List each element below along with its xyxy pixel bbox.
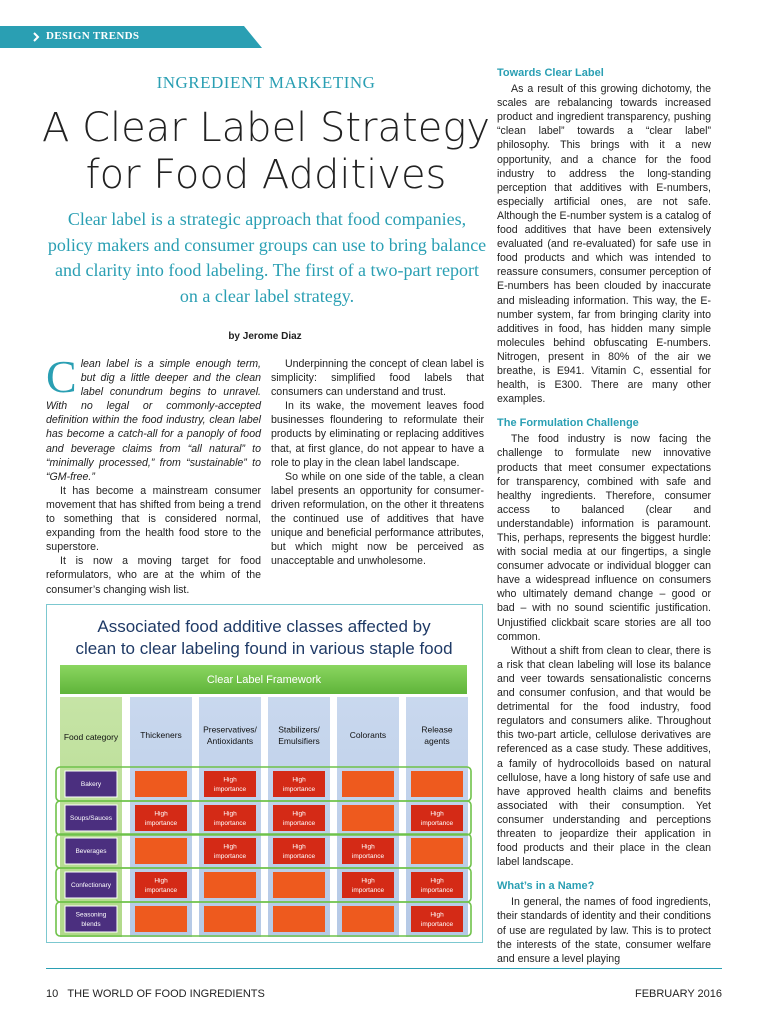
paragraph-text: lean label is a simple enough term, but dig a little deeper and the clean label conundrum begins to unravel. With no legal or commonly-accepted definition within the food industry, clean label has become a catch-all for a panoply of food and beverage claims from “all natural” to “minimally processed,” from “sustainable” to “GM-free.”: [46, 358, 261, 483]
importance-label: High: [292, 810, 306, 818]
importance-cell: [342, 838, 394, 864]
column-header: Colorants: [349, 730, 387, 740]
paragraph: In its wake, the movement leaves food businesses floundering to reformulate their products by eliminating or replacing additives that, at first glance, do not appear to have a role to play in the clean label landscape.: [271, 400, 484, 469]
paragraph: It is now a moving target for food reformulators, who are at the whim of the consumer’s changing wish list.: [46, 555, 261, 596]
subheading: What’s in a Name?: [497, 880, 595, 893]
importance-cell: [135, 805, 187, 831]
importance-label: importance: [213, 819, 247, 827]
importance-label: High: [361, 843, 375, 851]
importance-cell: [342, 906, 394, 932]
page-footer: [46, 988, 722, 1004]
article-column-2: [271, 357, 484, 568]
paragraph: Underpinning the concept of clean label is simplicity: simplified food labels that consumers can understand and trust.: [271, 358, 484, 399]
page-number: 10: [46, 988, 59, 1000]
issue-date: FEBRUARY 2016: [634, 988, 722, 1000]
kicker: INGREDIENT MARKETING: [156, 73, 376, 92]
importance-cell: [411, 906, 463, 932]
importance-cell: [204, 872, 256, 898]
importance-cell: [411, 838, 463, 864]
importance-cell: [135, 872, 187, 898]
importance-cell: [273, 771, 325, 797]
column-header: Antioxidants: [206, 735, 254, 746]
importance-cell: [411, 872, 463, 898]
column-header: Food category: [63, 732, 119, 742]
importance-cell: [342, 805, 394, 831]
footer-rule: [46, 968, 722, 969]
importance-label: High: [292, 776, 306, 784]
importance-label: importance: [282, 852, 316, 860]
article-column-3: [497, 64, 711, 966]
column-header: Thickeners: [140, 730, 182, 740]
importance-label: importance: [213, 852, 247, 860]
importance-label: High: [292, 843, 306, 851]
figure-title-line-2: clean to clear labeling found in various staple food: [75, 639, 453, 658]
article-column-1: [46, 351, 261, 597]
importance-label: High: [361, 877, 375, 885]
paragraph: As a result of this growing dichotomy, the scales are rebalancing towards increased product and ingredient transparency, pushing “clean label” towards a “clear label” philosophy. This brings with it a new opportunity, and a chance for the food industry to address the long-standing perception that additives with E-numbers, especially artificial ones, are not safe. Although the E-number system is a catalog of food additives that have been extensively evaluated (and re-evaluated) for safe use in food products and which was intended to reassure consumers, consumer perception of E-numbers has been clouded by inaccurate and misleading information. This way, the E-number system, far from bringing clarity into additives in food, has hidden many simple molecules behind obfuscating E-numbers. Nitrogen, present in 80% of the air we breathe, is E941. Vitamin C, essential for health, is E300. There are many other examples.: [497, 83, 711, 406]
importance-label: High: [430, 810, 444, 818]
section-banner-label: DESIGN TRENDS: [46, 30, 140, 42]
framework-label: Clear Label Framework: [206, 674, 322, 686]
column-header: Emulsifiers: [278, 735, 320, 746]
importance-label: High: [223, 776, 237, 784]
importance-label: importance: [420, 819, 454, 827]
category-label: blends: [81, 920, 101, 928]
drop-cap: C: [46, 351, 77, 402]
importance-cell: [411, 805, 463, 831]
importance-cell: [411, 771, 463, 797]
importance-label: importance: [144, 819, 178, 827]
category-label: Beverages: [75, 848, 107, 855]
category-cell: [65, 906, 117, 932]
paragraph: So while on one side of the table, a clean label presents an opportunity for consumer-driven reformulation, on the other it threatens the continued use of additives that have unique and beneficial performance attributes, but which might now be perceived as unacceptable and unwholesome.: [271, 470, 484, 568]
importance-cell: [273, 838, 325, 864]
paragraph: Without a shift from clean to clear, there is a risk that clean labeling will lose its balance and veer towards sensationalistic concerns and consumer confusion, and that would be detrimental for the food industry, food regulators and consumers alike. Throughout this two-part article, cellulose derivatives are referenced as a case study. These additives, a family of hydrocolloids based on natural cellulose, have a long history of safe use and have approved health claims and benefits associated with their consumption. Yet consumer understanding and perceptions threaten to jeopardize their application in food products and their place in the clean label landscape.: [497, 644, 711, 869]
column-header: agents: [424, 735, 450, 746]
subheading: Towards Clear Label: [497, 67, 604, 79]
importance-label: High: [430, 911, 444, 919]
importance-cell: [342, 872, 394, 898]
headline: A Clear Label Strategy for Food Additives: [41, 105, 491, 198]
importance-cell: [135, 906, 187, 932]
paragraph: In general, the names of food ingredients, their standards of identity and their conditions of use are regulated by law. This is to protect the interests of the state, consumer welfare and ensure a level playing: [497, 896, 711, 965]
importance-label: importance: [351, 852, 385, 860]
footer-left: [46, 988, 265, 1000]
importance-label: importance: [213, 785, 247, 793]
importance-label: High: [430, 877, 444, 885]
importance-cell: [273, 872, 325, 898]
byline: by Jerome Diaz: [228, 331, 302, 342]
importance-cell: [204, 906, 256, 932]
category-label: Confectionary: [70, 882, 112, 889]
infographic-svg: [47, 605, 482, 942]
importance-label: importance: [420, 920, 454, 928]
column-header: Release: [421, 724, 453, 735]
publication-name: THE WORLD OF FOOD INGREDIENTS: [67, 988, 265, 1000]
standfirst: Clear label is a strategic approach that food companies, policy makers and consumer groups can use to bring balance and clarity into food labeling. The first of a two-part report on a clear label strategy.: [47, 209, 487, 306]
importance-cell: [273, 906, 325, 932]
importance-cell: [135, 771, 187, 797]
importance-cell: [273, 805, 325, 831]
subheading: The Formulation Challenge: [497, 417, 639, 430]
importance-cell: [204, 771, 256, 797]
importance-label: High: [154, 877, 168, 885]
paragraph: The food industry is now facing the challenge to formulate new innovative products that meet consumer expectations for transparency, combined with safe and healthy ingredients. Therefore, consumer access to balanced (clear and understandable) information is paramount. This, perhaps, represents the biggest hurdle: with social media at our fingertips, a single consumer advocate or individual blogger can have a widespread influence on consumers who ultimately demand change – good or bad – with no sound scientific justification. Unjustified clickbait scare stories are all too common.: [497, 433, 711, 643]
paragraph: [46, 351, 261, 484]
importance-label: importance: [420, 886, 454, 894]
importance-label: High: [223, 810, 237, 818]
importance-cell: [135, 838, 187, 864]
importance-label: High: [154, 810, 168, 818]
importance-cell: [204, 838, 256, 864]
section-banner: [0, 26, 262, 48]
importance-cell: [204, 805, 256, 831]
column-header: Stabilizers/: [278, 724, 320, 735]
infographic-figure: [46, 604, 483, 943]
importance-cell: [342, 771, 394, 797]
importance-label: importance: [282, 819, 316, 827]
category-label: Bakery: [80, 781, 102, 788]
importance-label: importance: [351, 886, 385, 894]
category-label: Soups/Sauces: [70, 815, 112, 822]
figure-title-line-1: Associated food additive classes affected by: [97, 617, 431, 636]
paragraph: It has become a mainstream consumer movement that has shifted from being a trend to something that is considered normal, expanding from the health food store to the superstore.: [46, 484, 261, 554]
importance-label: importance: [282, 785, 316, 793]
column-header: Preservatives/: [203, 724, 257, 735]
importance-label: High: [223, 843, 237, 851]
category-label: Seasoning: [75, 911, 107, 919]
importance-label: importance: [144, 886, 178, 894]
